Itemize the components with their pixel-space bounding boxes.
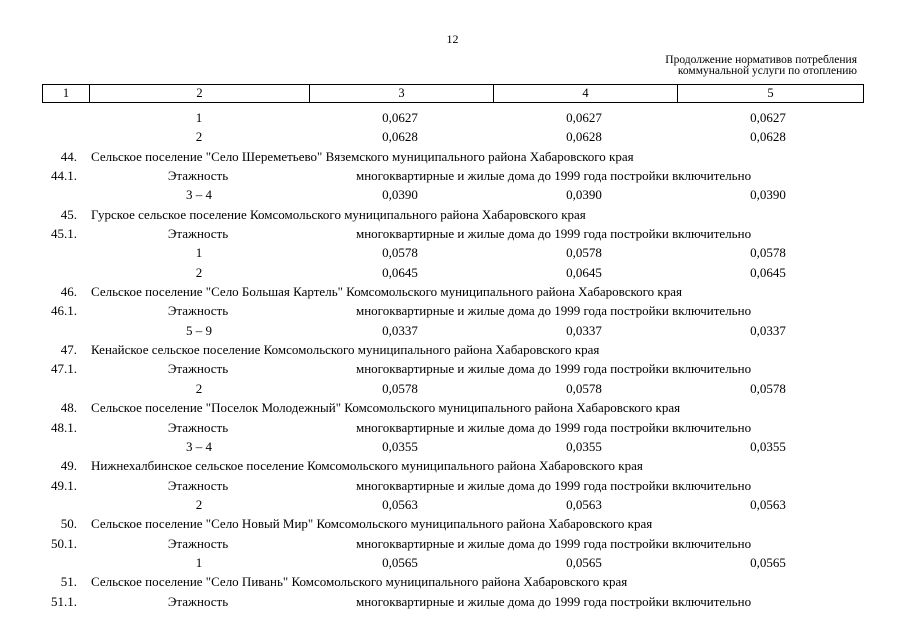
norm-value-col-4: 0,0645 [566,264,602,280]
norm-value-col-4: 0,0390 [566,187,602,203]
settlement-name: Сельское поселение "Село Новый Мир" Комсомольского муниципального района Хабаровского края [91,516,653,532]
subitem-row [0,592,905,611]
floor-count: 1 [195,554,203,570]
floors-label: Этажность [167,226,229,242]
norms-table-body [0,108,905,611]
settlement-name: Сельское поселение "Село Шереметьево" Вяземского муниципального района Хабаровского края [91,148,634,164]
floor-count: 2 [195,129,203,145]
norm-value-col-3: 0,0578 [382,380,418,396]
value-row [0,437,905,456]
value-row [0,495,905,514]
item-number: 46. [60,284,77,300]
building-category: многоквартирные и жилые дома до 1999 года постройки включительно [356,168,752,184]
building-category: многоквартирные и жилые дома до 1999 года постройки включительно [356,477,752,493]
value-row [0,263,905,282]
value-row [0,243,905,262]
building-category: многоквартирные и жилые дома до 1999 года постройки включительно [356,419,752,435]
floor-count: 3 – 4 [186,187,212,203]
value-row [0,321,905,340]
header-col-1: 1 [43,85,90,103]
settlement-row [0,205,905,224]
subitem-number: 45.1. [51,226,77,242]
subitem-row [0,418,905,437]
building-category: многоквартирные и жилые дома до 1999 года постройки включительно [356,361,752,377]
floor-count: 1 [195,245,203,261]
norm-value-col-5: 0,0627 [750,110,786,125]
norm-value-col-5: 0,0390 [750,187,786,203]
floor-count: 2 [195,264,203,280]
subitem-row [0,224,905,243]
norm-value-col-5: 0,0578 [750,380,786,396]
norm-value-col-4: 0,0563 [566,496,602,512]
floor-count: 1 [195,110,203,125]
settlement-row [0,456,905,475]
subitem-row [0,359,905,378]
subitem-number: 51.1. [51,593,77,609]
floors-label: Этажность [167,419,229,435]
column-number-header [42,84,864,103]
norm-value-col-5: 0,0337 [750,322,786,338]
settlement-row [0,514,905,533]
settlement-name: Сельское поселение "Село Большая Картель" Комсомольского муниципального района Хабаровского края [91,284,682,300]
settlement-row [0,398,905,417]
norm-value-col-3: 0,0628 [382,129,418,145]
norm-value-col-4: 0,0628 [566,129,602,145]
norm-value-col-4: 0,0578 [566,245,602,261]
settlement-row [0,340,905,359]
continuation-note-line-2: коммунальной услуги по отоплению [677,65,857,77]
norm-value-col-3: 0,0565 [382,554,418,570]
floors-label: Этажность [167,477,229,493]
settlement-row [0,282,905,301]
building-category: многоквартирные и жилые дома до 1999 года постройки включительно [356,593,752,609]
norm-value-col-4: 0,0565 [566,554,602,570]
item-number: 44. [60,148,77,164]
settlement-name: Нижнехалбинское сельское поселение Комсомольского муниципального района Хабаровского края [91,458,643,474]
norm-value-col-3: 0,0563 [382,496,418,512]
settlement-row [0,572,905,591]
floors-label: Этажность [167,535,229,551]
value-row [0,379,905,398]
subitem-row [0,166,905,185]
norm-value-col-5: 0,0565 [750,554,786,570]
header-row [43,85,864,103]
subitem-number: 50.1. [51,535,77,551]
settlement-name: Кенайское сельское поселение Комсомольского муниципального района Хабаровского края [91,342,600,358]
floors-label: Этажность [167,593,229,609]
norm-value-col-3: 0,0390 [382,187,418,203]
building-category: многоквартирные и жилые дома до 1999 года постройки включительно [356,535,752,551]
item-number: 47. [60,342,77,358]
subitem-number: 46.1. [51,303,77,319]
subitem-number: 47.1. [51,361,77,377]
value-row [0,553,905,572]
item-number: 48. [60,400,77,416]
subitem-number: 48.1. [51,419,77,435]
header-col-2: 2 [90,85,310,103]
norm-value-col-3: 0,0355 [382,438,418,454]
settlement-name: Сельское поселение "Поселок Молодежный" Комсомольского муниципального района Хабаровского края [91,400,681,416]
item-number: 45. [60,206,77,222]
floors-label: Этажность [167,168,229,184]
norm-value-col-3: 0,0645 [382,264,418,280]
value-row [0,108,905,127]
norm-value-col-5: 0,0355 [750,438,786,454]
settlement-row [0,147,905,166]
header-col-5: 5 [678,85,864,103]
subitem-number: 44.1. [51,168,77,184]
header-col-3: 3 [310,85,494,103]
page-number: 12 [446,32,459,46]
norm-value-col-4: 0,0337 [566,322,602,338]
norm-value-col-4: 0,0355 [566,438,602,454]
floors-label: Этажность [167,361,229,377]
building-category: многоквартирные и жилые дома до 1999 года постройки включительно [356,303,752,319]
item-number: 51. [60,574,77,590]
value-row [0,127,905,146]
floor-count: 2 [195,496,203,512]
norm-value-col-4: 0,0578 [566,380,602,396]
item-number: 50. [60,516,77,532]
norm-value-col-5: 0,0645 [750,264,786,280]
norm-value-col-5: 0,0628 [750,129,786,145]
building-category: многоквартирные и жилые дома до 1999 года постройки включительно [356,226,752,242]
subitem-row [0,301,905,320]
floor-count: 2 [195,380,203,396]
norm-value-col-5: 0,0563 [750,496,786,512]
settlement-name: Сельское поселение "Село Пивань" Комсомольского муниципального района Хабаровского края [91,574,628,590]
norm-value-col-3: 0,0337 [382,322,418,338]
subitem-row [0,534,905,553]
floors-label: Этажность [167,303,229,319]
header-col-4: 4 [494,85,678,103]
settlement-name: Гурское сельское поселение Комсомольского муниципального района Хабаровского края [91,206,586,222]
value-row [0,185,905,204]
continuation-note-line-1: Продолжение нормативов потребления [665,54,857,66]
item-number: 49. [60,458,77,474]
floor-count: 3 – 4 [186,438,212,454]
subitem-number: 49.1. [51,477,77,493]
norm-value-col-3: 0,0578 [382,245,418,261]
norm-value-col-5: 0,0578 [750,245,786,261]
floor-count: 5 – 9 [186,322,212,338]
norm-value-col-3: 0,0627 [382,110,418,125]
continuation-note [597,55,857,77]
subitem-row [0,476,905,495]
norm-value-col-4: 0,0627 [566,110,602,125]
